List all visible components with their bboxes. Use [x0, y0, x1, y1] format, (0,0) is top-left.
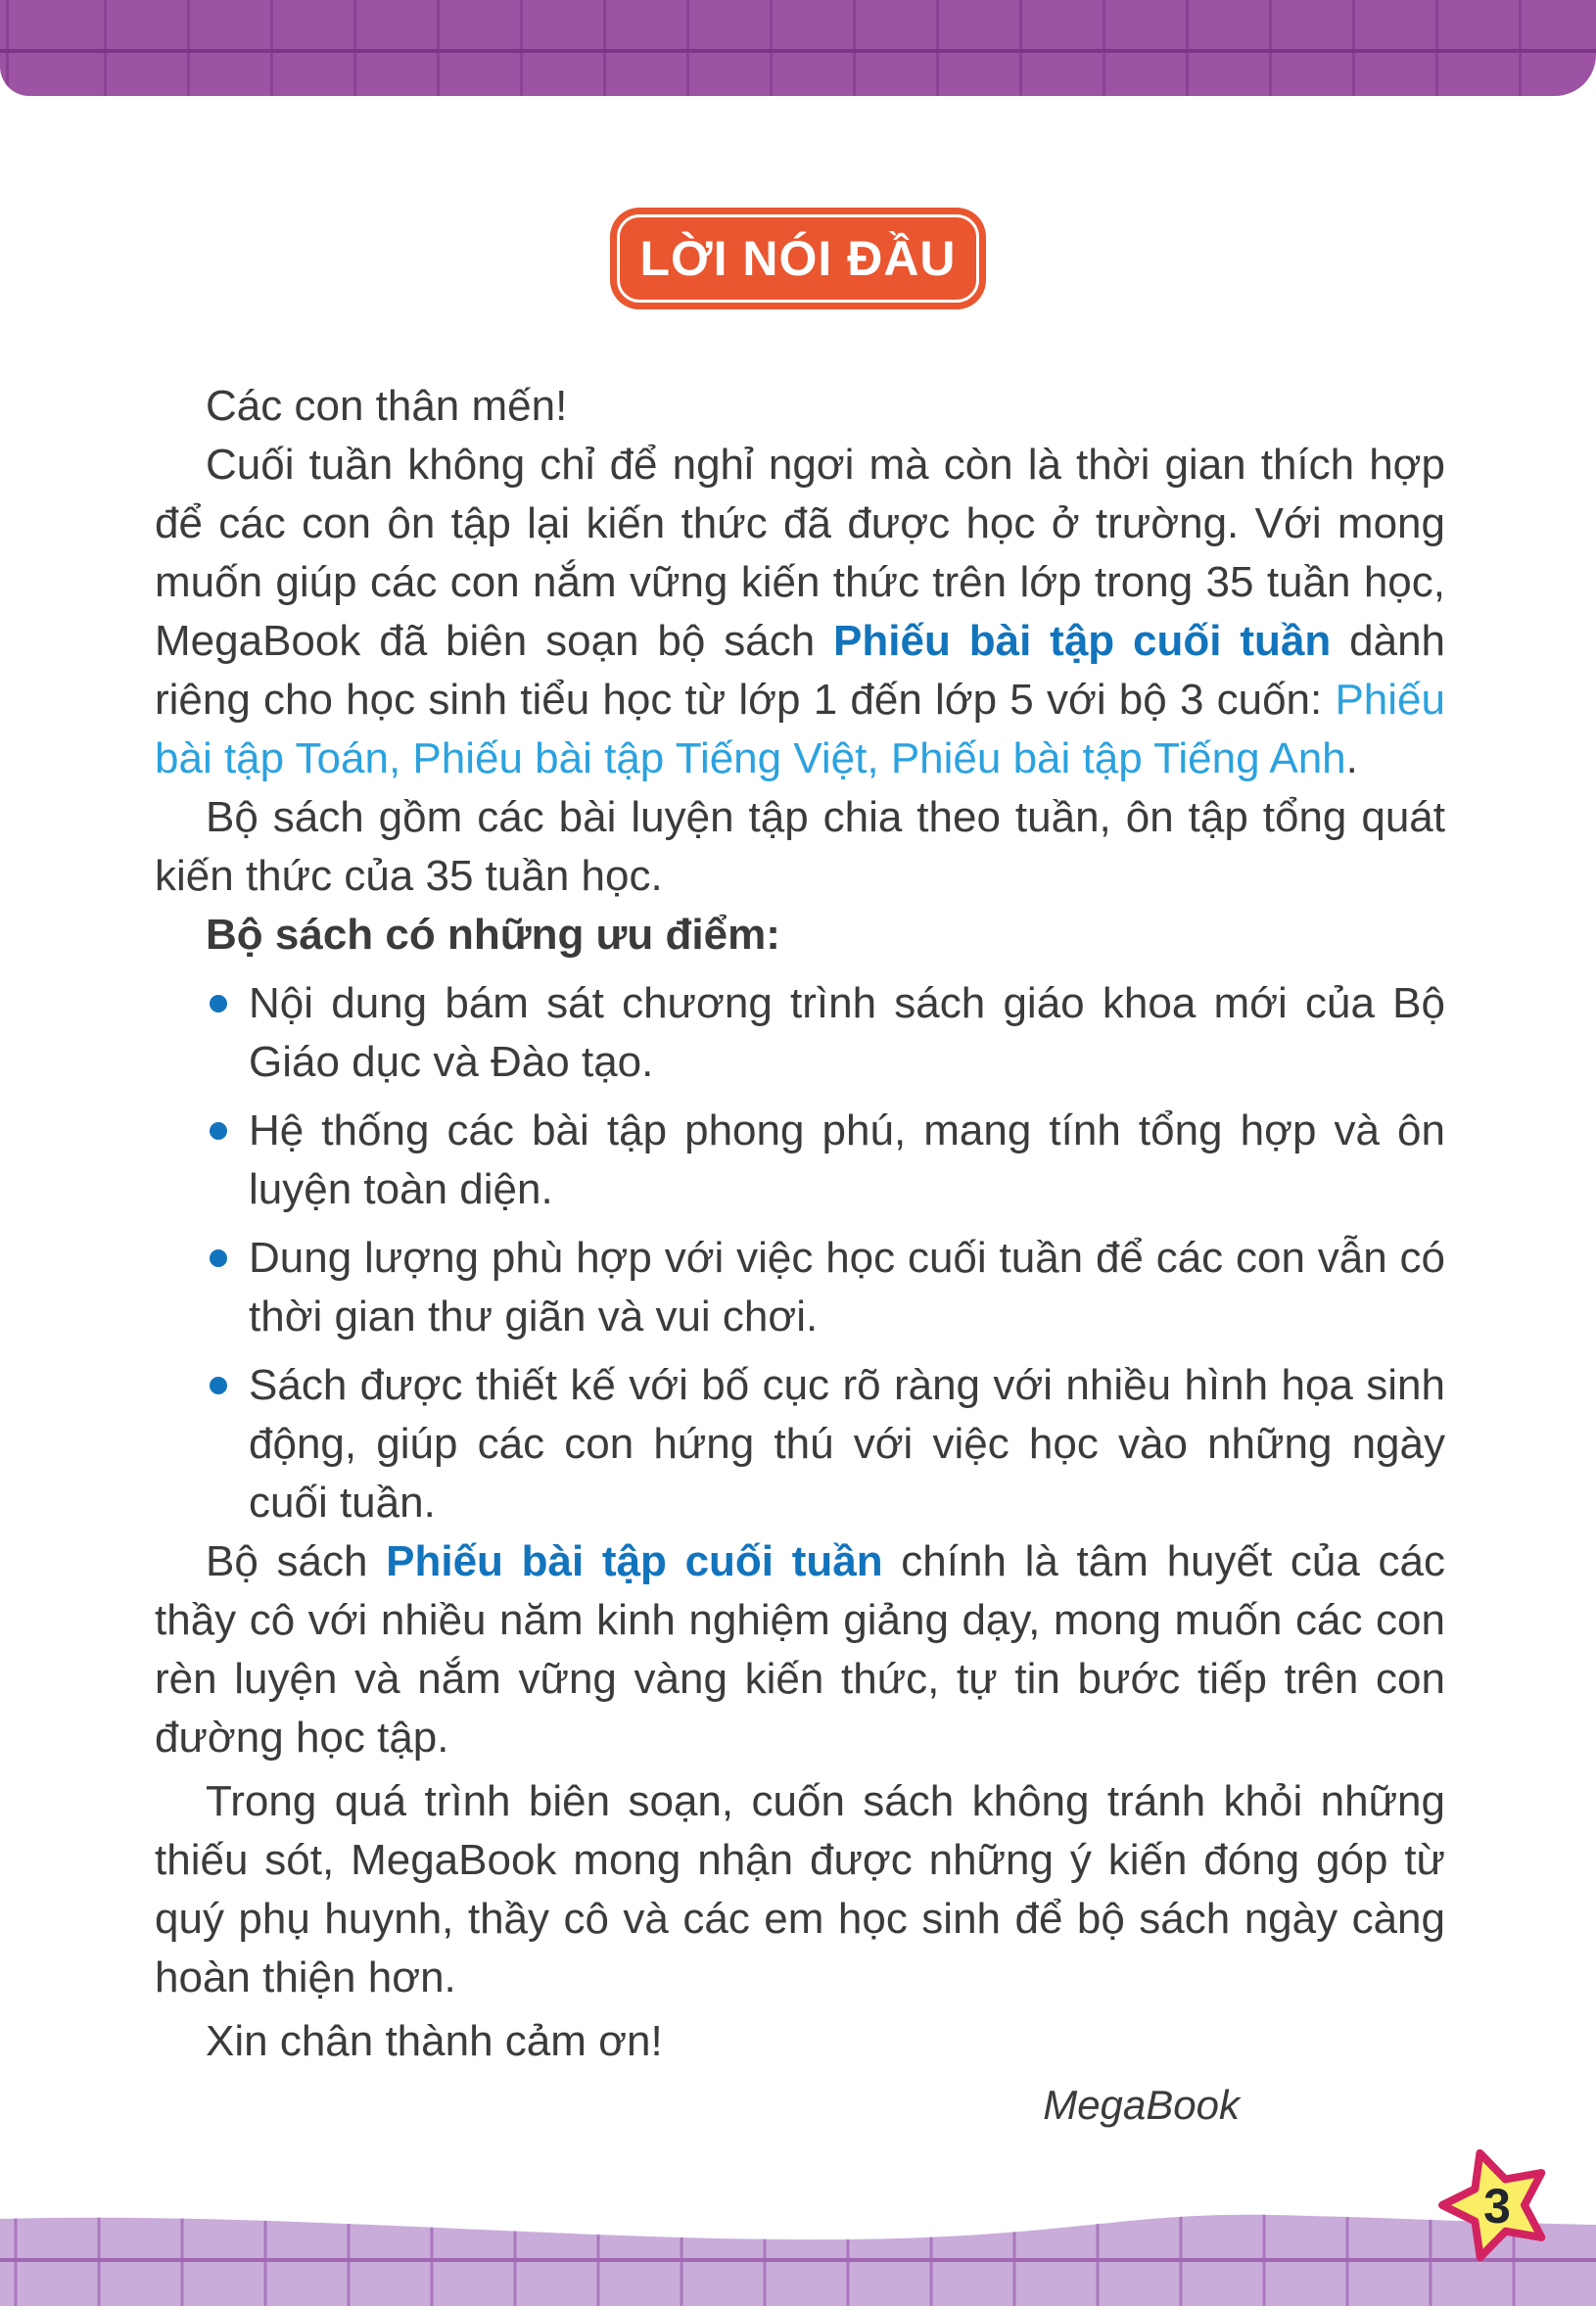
bullet-item — [155, 1229, 1445, 1346]
text-segment: chính là tâm huyết của các thầy cô với nhiều năm kinh nghiệm giảng dạy, mong muốn các con rèn luyện và nắm vững vàng kiến thức, tự tin bước tiếp trên con đường học tập. — [155, 1537, 1445, 1762]
paragraph — [155, 1772, 1445, 2007]
bullet-dot-icon — [210, 1122, 227, 1140]
text-segment: MegaBook — [1043, 2082, 1240, 2128]
text-segment: Bộ sách gồm các bài luyện tập chia theo tuần, ôn tập tổng quát kiến thức của 35 tuần học. — [155, 793, 1445, 900]
preface-body — [155, 377, 1445, 2135]
signature — [155, 2076, 1445, 2135]
text-segment: Dung lượng phù hợp với việc học cuối tuần để các con vẫn có thời gian thư giãn và vui chơi. — [249, 1234, 1445, 1341]
bottom-decorative-band — [0, 2203, 1596, 2306]
bullet-dot-icon — [210, 1249, 227, 1267]
text-segment: dành riêng cho học sinh tiểu học từ lớp 1 đến lớp 5 với bộ 3 cuốn: — [155, 617, 1446, 724]
text-segment: . — [1345, 734, 1358, 782]
text-segment: Phiếu bài tập Toán, Phiếu bài tập Tiếng Việt, Phiếu bài tập Tiếng Anh — [155, 676, 1445, 782]
paragraph — [155, 788, 1445, 906]
text-segment: Trong quá trình biên soạn, cuốn sách không tránh khỏi những thiếu sót, MegaBook mong nhận được những ý kiến đóng góp từ quý phụ huynh, thầy cô và các em học sinh để bộ sách ngày càng hoàn thiện hơn. — [155, 1777, 1445, 2001]
paragraph — [155, 377, 1445, 436]
paragraph — [155, 436, 1445, 788]
bullet-item — [155, 1356, 1445, 1532]
page-title: LỜI NÓI ĐẦU — [639, 231, 957, 286]
top-decorative-band — [0, 0, 1596, 96]
paragraph — [155, 2012, 1445, 2071]
text-segment: Sách được thiết kế với bố cục rõ ràng với nhiều hình họa sinh động, giúp các con hứng thú với việc học vào những ngày cuối tuần. — [249, 1361, 1445, 1527]
page-number: 3 — [1483, 2179, 1511, 2234]
text-segment: Nội dung bám sát chương trình sách giáo khoa mới của Bộ Giáo dục và Đào tạo. — [249, 979, 1445, 1086]
text-segment: Các con thân mến! — [206, 382, 568, 430]
title-badge — [610, 208, 986, 309]
text-segment: Hệ thống các bài tập phong phú, mang tính tổng hợp và ôn luyện toàn diện. — [249, 1106, 1445, 1213]
bullet-item — [155, 1102, 1445, 1219]
text-segment: Phiếu bài tập cuối tuần — [386, 1537, 883, 1585]
paragraph — [155, 1532, 1445, 1767]
text-segment: Xin chân thành cảm ơn! — [206, 2017, 663, 2065]
text-segment: Phiếu bài tập cuối tuần — [833, 617, 1332, 665]
text-segment: Bộ sách — [206, 1537, 387, 1585]
text-segment: Cuối tuần không chỉ để nghỉ ngơi mà còn là thời gian thích hợp để các con ôn tập lại kiến thức đã được học ở trường. Với mong muốn giúp các con nắm vững kiến thức trên lớp trong 35 tuần học, MegaBook đã biên soạn bộ sách — [155, 441, 1445, 665]
bullet-item — [155, 974, 1445, 1092]
bullet-dot-icon — [210, 995, 227, 1012]
bullet-dot-icon — [210, 1377, 227, 1394]
section-heading — [155, 906, 1445, 965]
text-segment: Bộ sách có những ưu điểm: — [206, 911, 780, 959]
page-number-star — [1432, 2137, 1563, 2274]
